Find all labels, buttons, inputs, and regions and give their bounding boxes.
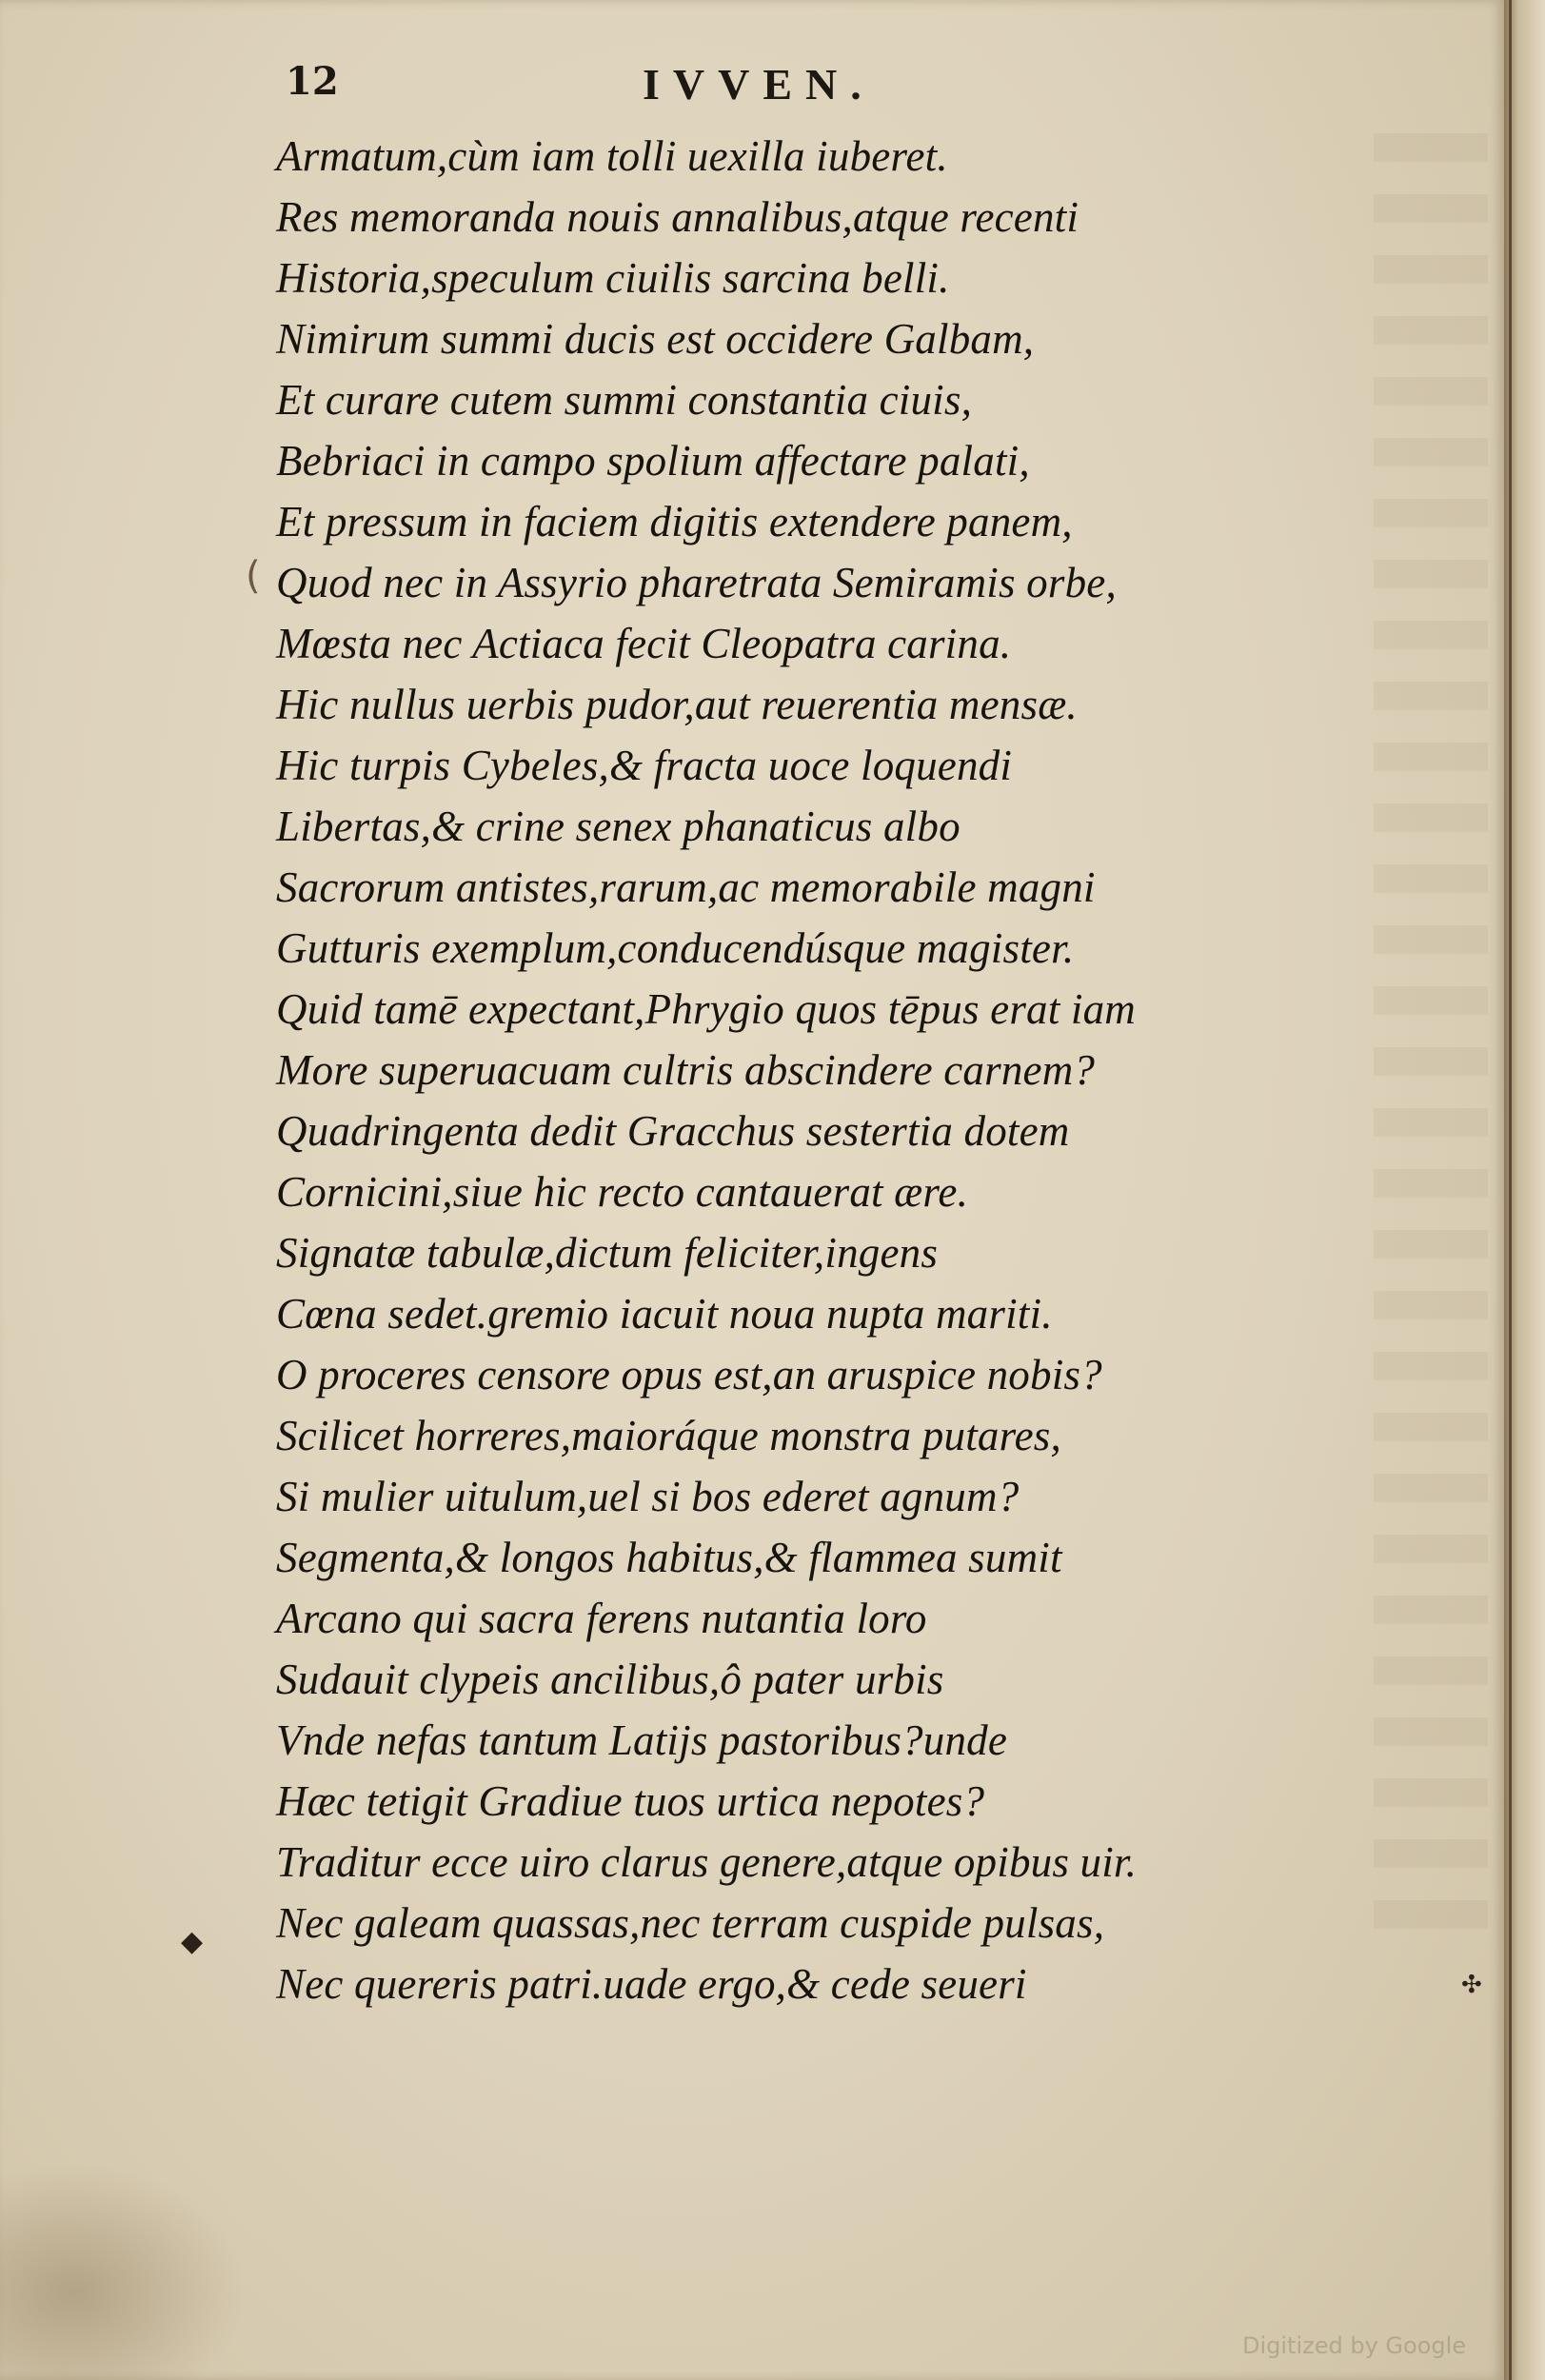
verse-line: Segmenta,& longos habitus,& flammea sumit — [276, 1534, 1062, 1581]
verse-line: Nec galeam quassas,nec terram cuspide pulsas, — [276, 1899, 1105, 1947]
verse-line: Signatæ tabulæ,dictum feliciter,ingens — [276, 1229, 939, 1277]
verse-line: Bebriaci in campo spolium affectare palati, — [276, 437, 1030, 485]
verse-line: Historia,speculum ciuilis sarcina belli. — [276, 254, 950, 302]
verse-line: Vnde nefas tantum Latijs pastoribus?unde — [276, 1716, 1008, 1764]
verse-line: Quid tamē expectant,Phrygio quos tēpus erat iam — [276, 985, 1136, 1033]
verse-line: Cornicini,siue hic recto cantauerat ære. — [276, 1168, 969, 1216]
verse-line: Hic nullus uerbis pudor,aut reuerentia mensæ. — [276, 681, 1078, 728]
paper-stain — [0, 2161, 248, 2380]
verse-line: Res memoranda nouis annalibus,atque recenti — [276, 193, 1080, 241]
verse-line: Et pressum in faciem digitis extendere panem, — [276, 498, 1073, 545]
margin-bracket-mark: ( — [246, 554, 261, 598]
verse-line: Armatum,cùm iam tolli uexilla iuberet. — [276, 132, 948, 180]
verse-line: Hæc tetigit Gradiue tuos urtica nepotes? — [276, 1777, 985, 1825]
verse-line: Libertas,& crine senex phanaticus albo — [276, 803, 961, 850]
verse-line: Nec quereris patri.uade ergo,& cede seueri — [276, 1960, 1027, 2008]
verse-line: Quadringenta dedit Gracchus sestertia dotem — [276, 1107, 1070, 1155]
page-number: 12 — [286, 59, 339, 104]
verse-line: Quod nec in Assyrio pharetrata Semiramis orbe, — [276, 559, 1117, 606]
margin-flourish-mark: ✣ — [1461, 1971, 1482, 1999]
running-head: IVVEN. — [643, 60, 875, 109]
verse-line: Hic turpis Cybeles,& fracta uoce loquendi — [276, 742, 1013, 789]
verse-line: Cœna sedet.gremio iacuit noua nupta mariti. — [276, 1290, 1053, 1338]
page-header — [286, 59, 1238, 116]
show-through-text — [1374, 133, 1488, 1942]
verse-line: Mœsta nec Actiaca fecit Cleopatra carina. — [276, 620, 1012, 667]
verse-line: Et curare cutem summi constantia ciuis, — [276, 376, 973, 424]
verse-line: O proceres censore opus est,an aruspice nobis? — [276, 1351, 1102, 1398]
verse-line: Sudauit clypeis ancilibus,ô pater urbis — [276, 1656, 944, 1703]
verse-line: Scilicet horreres,maioráque monstra putares, — [276, 1412, 1061, 1459]
verse-line: Nimirum summi ducis est occidere Galbam, — [276, 315, 1035, 363]
verse-block — [276, 126, 1323, 2014]
digitization-watermark: Digitized by Google — [1242, 2332, 1467, 2359]
verse-line: Gutturis exemplum,conducendúsque magister. — [276, 924, 1075, 972]
verse-line: Traditur ecce uiro clarus genere,atque opibus uir. — [276, 1838, 1138, 1886]
binding-edge — [1509, 0, 1512, 2380]
verse-line: Si mulier uitulum,uel si bos ederet agnum? — [276, 1473, 1020, 1520]
verse-line: More superuacuam cultris abscindere carnem? — [276, 1046, 1096, 1094]
verse-line: Arcano qui sacra ferens nutantia loro — [276, 1595, 927, 1642]
verse-line: Sacrorum antistes,rarum,ac memorabile magni — [276, 863, 1096, 911]
margin-dot-mark: ◆ — [181, 1925, 204, 1958]
